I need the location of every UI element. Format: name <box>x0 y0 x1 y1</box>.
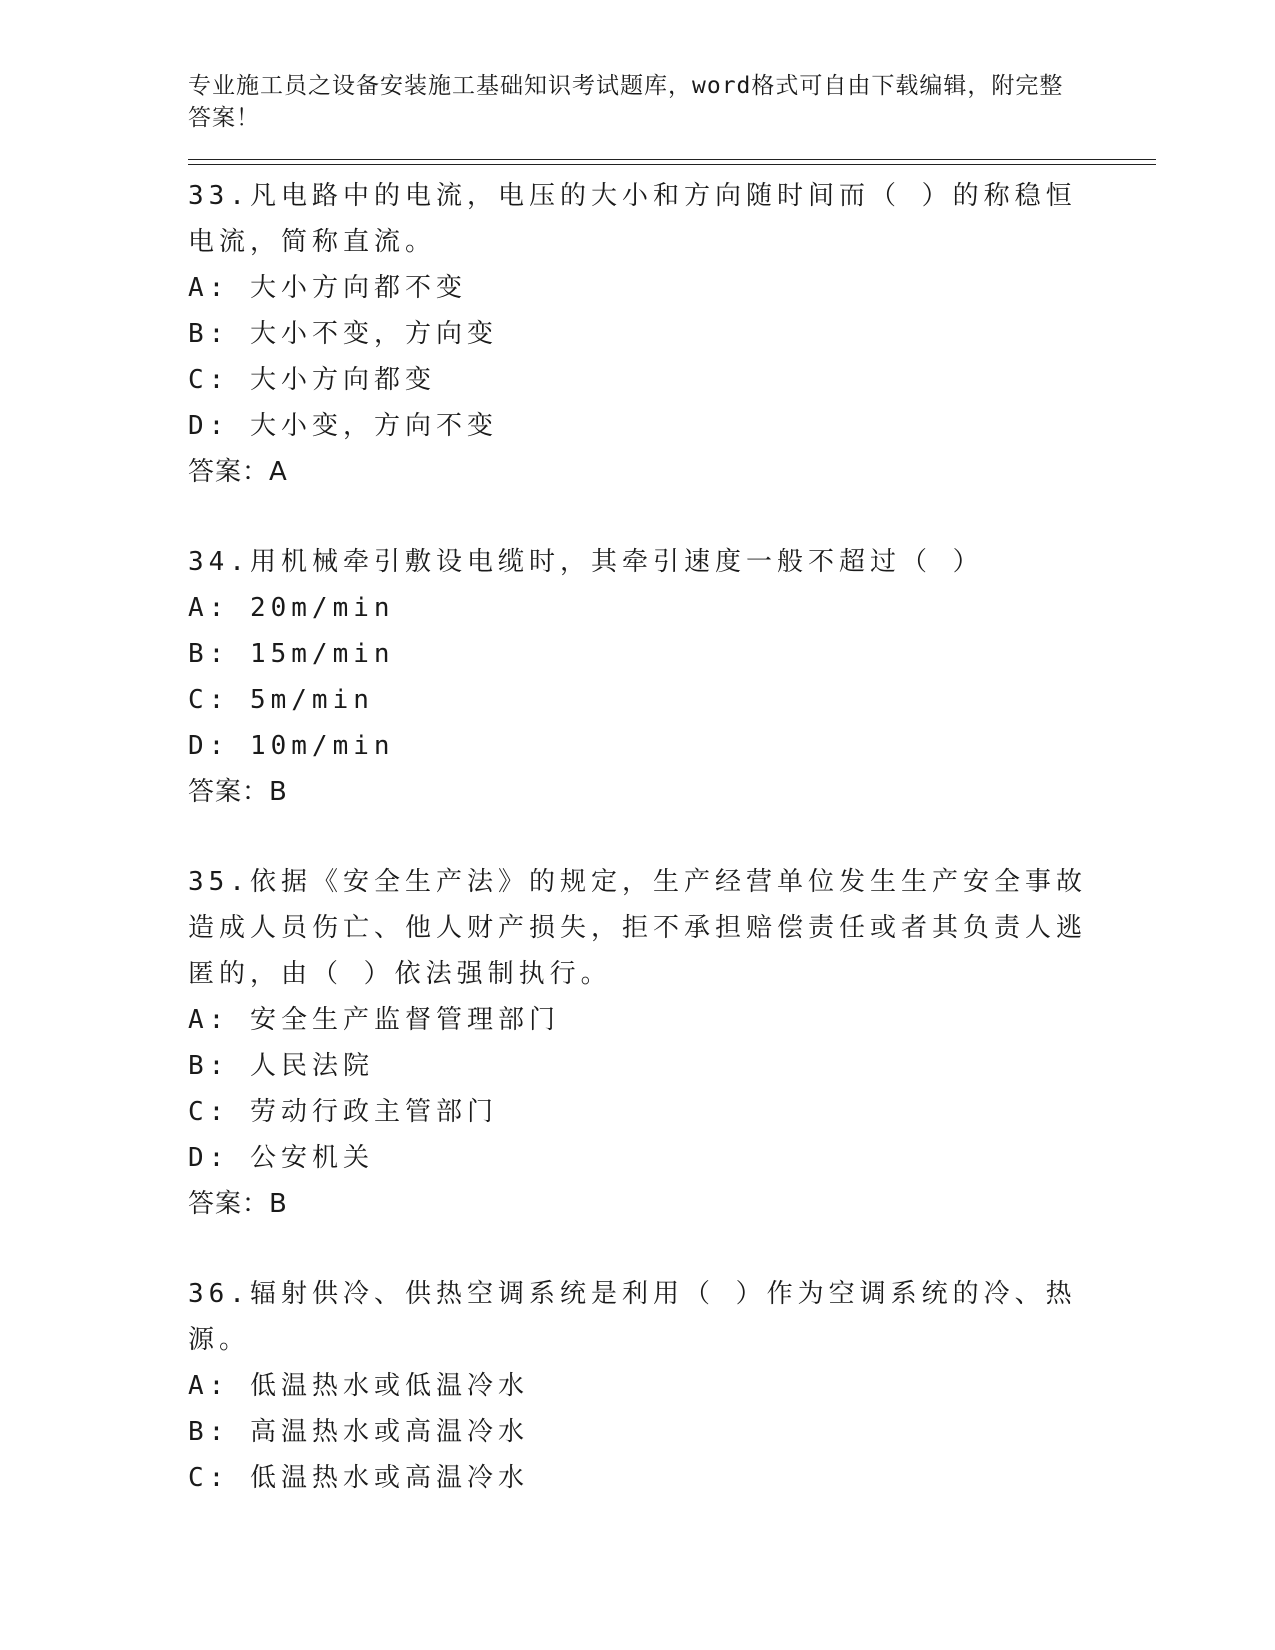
option-c: C: 5m/min <box>188 685 374 715</box>
option-a: A: 大小方向都不变 <box>188 273 467 303</box>
option-b: B: 高温热水或高温冷水 <box>188 1417 529 1447</box>
option-b: B: 人民法院 <box>188 1051 374 1081</box>
option-b: B: 15m/min <box>188 639 395 669</box>
document-page <box>188 70 1148 1545</box>
option-c: C: 低温热水或高温冷水 <box>188 1463 529 1493</box>
question-33 <box>188 173 1148 495</box>
option-c: C: 大小方向都变 <box>188 365 436 395</box>
answer: 答案：B <box>188 1189 288 1219</box>
option-b: B: 大小不变，方向变 <box>188 319 498 349</box>
question-34 <box>188 539 1148 815</box>
document-header: 专业施工员之设备安装施工基础知识考试题库，word格式可自由下载编辑，附完整答案！ <box>188 73 1064 131</box>
question-stem: 35.依据《安全生产法》的规定，生产经营单位发生生产安全事故造成人员伤亡、他人财产损失，拒不承担赔偿责任或者其负责人逃匿的，由（ ）依法强制执行。 <box>188 867 1088 989</box>
question-stem: 36.辐射供冷、供热空调系统是利用（ ）作为空调系统的冷、热源。 <box>188 1279 1077 1355</box>
question-stem: 34.用机械牵引敷设电缆时，其牵引速度一般不超过（ ） <box>188 547 984 577</box>
option-a: A: 20m/min <box>188 593 395 623</box>
option-a: A: 安全生产监督管理部门 <box>188 1005 560 1035</box>
question-36 <box>188 1271 1148 1501</box>
option-d: D: 公安机关 <box>188 1143 374 1173</box>
header-divider <box>188 159 1156 165</box>
question-stem: 33.凡电路中的电流，电压的大小和方向随时间而（ ）的称稳恒电流，简称直流。 <box>188 181 1077 257</box>
option-c: C: 劳动行政主管部门 <box>188 1097 498 1127</box>
answer: 答案：A <box>188 457 288 487</box>
question-list <box>188 173 1148 1501</box>
answer: 答案：B <box>188 777 288 807</box>
option-a: A: 低温热水或低温冷水 <box>188 1371 529 1401</box>
option-d: D: 大小变，方向不变 <box>188 411 498 441</box>
option-d: D: 10m/min <box>188 731 395 761</box>
question-35 <box>188 859 1148 1227</box>
